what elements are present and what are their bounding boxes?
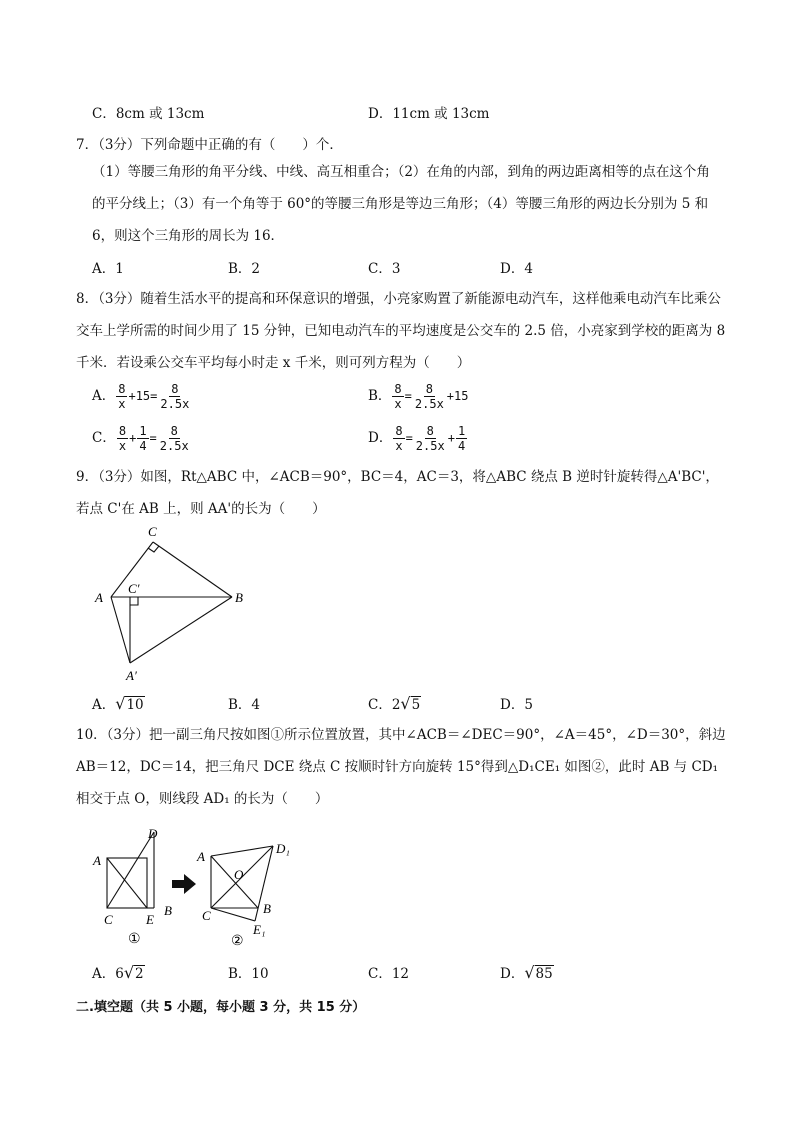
den: 4 <box>457 439 466 453</box>
num: 8 <box>425 382 433 396</box>
q8-option-b <box>368 382 468 411</box>
label-Ap: A′ <box>126 668 137 683</box>
q8-option-c <box>92 424 192 453</box>
frac <box>392 382 403 411</box>
fig2-label-B: B <box>263 901 271 916</box>
fig1-label-A: A <box>93 853 101 868</box>
fig2-label-O: O <box>234 867 244 882</box>
num: 1 <box>139 424 147 438</box>
frac <box>158 424 191 453</box>
den: x <box>395 439 403 453</box>
den: x <box>118 439 127 453</box>
fig1-label-B: B <box>164 903 172 918</box>
num: 8 <box>426 424 434 438</box>
plus: + <box>447 431 455 445</box>
eq: = <box>405 431 413 445</box>
q10-a-label: A．6 <box>92 966 124 982</box>
seg-AAp <box>111 597 130 663</box>
seg-AD1 <box>211 846 273 856</box>
plus: + <box>129 431 137 445</box>
fig1-label-C: C <box>104 912 113 927</box>
den: 2.5x <box>414 397 444 411</box>
section-title: 二.填空题（共 5 小题，每小题 3 分，共 15 分） <box>76 1000 366 1015</box>
radicand: 10 <box>126 697 144 713</box>
num: 8 <box>118 424 127 438</box>
q7-option-a: A．1 <box>92 261 124 277</box>
den: x <box>118 397 126 411</box>
term: +15 <box>128 389 151 403</box>
fig1-label-E: E <box>146 912 154 927</box>
den: 4 <box>139 439 147 453</box>
frac <box>393 424 404 453</box>
fig2-label-D1: D₁ <box>276 841 290 856</box>
eq: = <box>149 431 157 445</box>
den: x <box>394 397 402 411</box>
q8-c-label: C． <box>92 430 116 446</box>
q10-stem: 10．（3分）把一副三角尺按如图①所示位置放置，其中∠ACB＝∠DEC＝90°，∠A＝45°，∠D＝30°，斜边 AB＝12，DC＝14，把三角尺 DCE 绕点 C 按顺时针方向旋转 15°得到△D₁CE₁ 如图②，此时 AB 与 CD₁ 相交于点 O，则线段 AD₁ 的长为（ ） <box>76 727 726 807</box>
q7-body: （1）等腰三角形的角平分线、中线、高互相重合；（2）在角的内部，到角的两边距离相等的点在这个角的平分线上；（3）有一个角等于 60°的等腰三角形是等边三角形；（4）等腰三角形的两边长分别为 5 和 6，则这个三角形的周长为 16． <box>92 164 710 244</box>
radical-sign: √ <box>524 963 535 982</box>
frac <box>137 424 148 453</box>
frac <box>456 424 467 453</box>
q10-d-label: D． <box>500 966 525 982</box>
num: 8 <box>171 382 179 396</box>
q9-option-c <box>368 693 421 713</box>
num: 8 <box>395 424 403 438</box>
q8-stem: 8．（3分）随着生活水平的提高和环保意识的增强，小亮家购置了新能源电动汽车，这样他乘电动汽车比乘公交车上学所需的时间少用了 15 分钟，已知电动汽车的平均速度是公交车的 2.5 倍，小亮家到学校的距离为 8 千米．若设乘公交车平均每小时走 x 千米，则可列方程为（ ） <box>76 291 726 371</box>
seg-CB <box>153 542 232 597</box>
q7-stem: 7．（3分）下列命题中正确的有（ ）个． <box>76 137 343 153</box>
radical-sign: √ <box>400 694 411 713</box>
radicand: 2 <box>135 966 144 982</box>
q9-figure <box>88 520 268 686</box>
frac <box>158 382 191 411</box>
fig1-caption: ① <box>128 932 141 947</box>
q8-b-label: B． <box>368 388 392 404</box>
right-angle-Cp <box>130 597 138 605</box>
eq: = <box>404 389 412 403</box>
fig2-label-E1: E₁ <box>253 922 266 937</box>
label-B: B <box>235 590 243 605</box>
num: 8 <box>394 382 402 396</box>
q10-option-c: C．12 <box>368 966 410 982</box>
radicand: 5 <box>411 697 421 713</box>
q10-option-d <box>500 962 554 982</box>
q9-option-a <box>92 693 145 713</box>
q7-option-c: C．3 <box>368 261 401 277</box>
q9-stem: 9．（3分）如图，Rt△ABC 中，∠ACB＝90°，BC＝4，AC＝3，将△ABC 绕点 B 逆时针旋转得△A'BC'，若点 C'在 AB 上，则 AA'的长为（ ） <box>76 469 719 517</box>
radical-sign: √ <box>123 963 135 982</box>
radical-sign: √ <box>115 694 126 713</box>
q8-option-a <box>92 382 192 411</box>
frac <box>116 382 127 411</box>
q9-option-b: B．4 <box>228 697 261 713</box>
q6-option-c: C．8cm 或 13cm <box>92 106 205 122</box>
q9-option-d: D．5 <box>500 697 533 713</box>
arrow-icon <box>172 874 196 894</box>
figure-1 <box>107 832 154 908</box>
q10-figure <box>88 818 308 954</box>
q9-c-label: C．2 <box>368 697 401 713</box>
den: 2.5x <box>160 397 190 411</box>
fig2-label-C: C <box>202 908 211 923</box>
q7-option-b: B．2 <box>228 261 261 277</box>
label-C: C <box>148 524 157 539</box>
term: +15 <box>446 389 469 403</box>
num: 1 <box>457 424 466 438</box>
den: 2.5x <box>415 439 445 453</box>
q8-option-d <box>368 424 468 453</box>
frac <box>414 424 447 453</box>
radicand: 85 <box>535 966 553 982</box>
den: 2.5x <box>159 439 189 453</box>
num: 8 <box>118 382 126 396</box>
label-A: A <box>95 590 103 605</box>
num: 8 <box>170 424 178 438</box>
q9-a-label: A． <box>92 697 116 713</box>
q10-option-a <box>92 962 145 982</box>
q8-a-label: A． <box>92 388 116 404</box>
fig2-label-A: A <box>197 849 205 864</box>
frac <box>413 382 446 411</box>
seg-ApB <box>130 597 232 663</box>
q8-d-label: D． <box>368 430 393 446</box>
fig2-caption: ② <box>231 934 244 949</box>
q6-option-d: D．11cm 或 13cm <box>368 106 490 122</box>
label-Cp: C′ <box>128 581 140 596</box>
fig1-label-D: D <box>148 826 158 841</box>
seg-AB <box>107 858 147 908</box>
frac <box>117 424 128 453</box>
eq: = <box>150 389 158 403</box>
q10-option-b: B．10 <box>228 966 269 982</box>
seg-CE1 <box>211 908 255 921</box>
q7-option-d: D．4 <box>500 261 533 277</box>
